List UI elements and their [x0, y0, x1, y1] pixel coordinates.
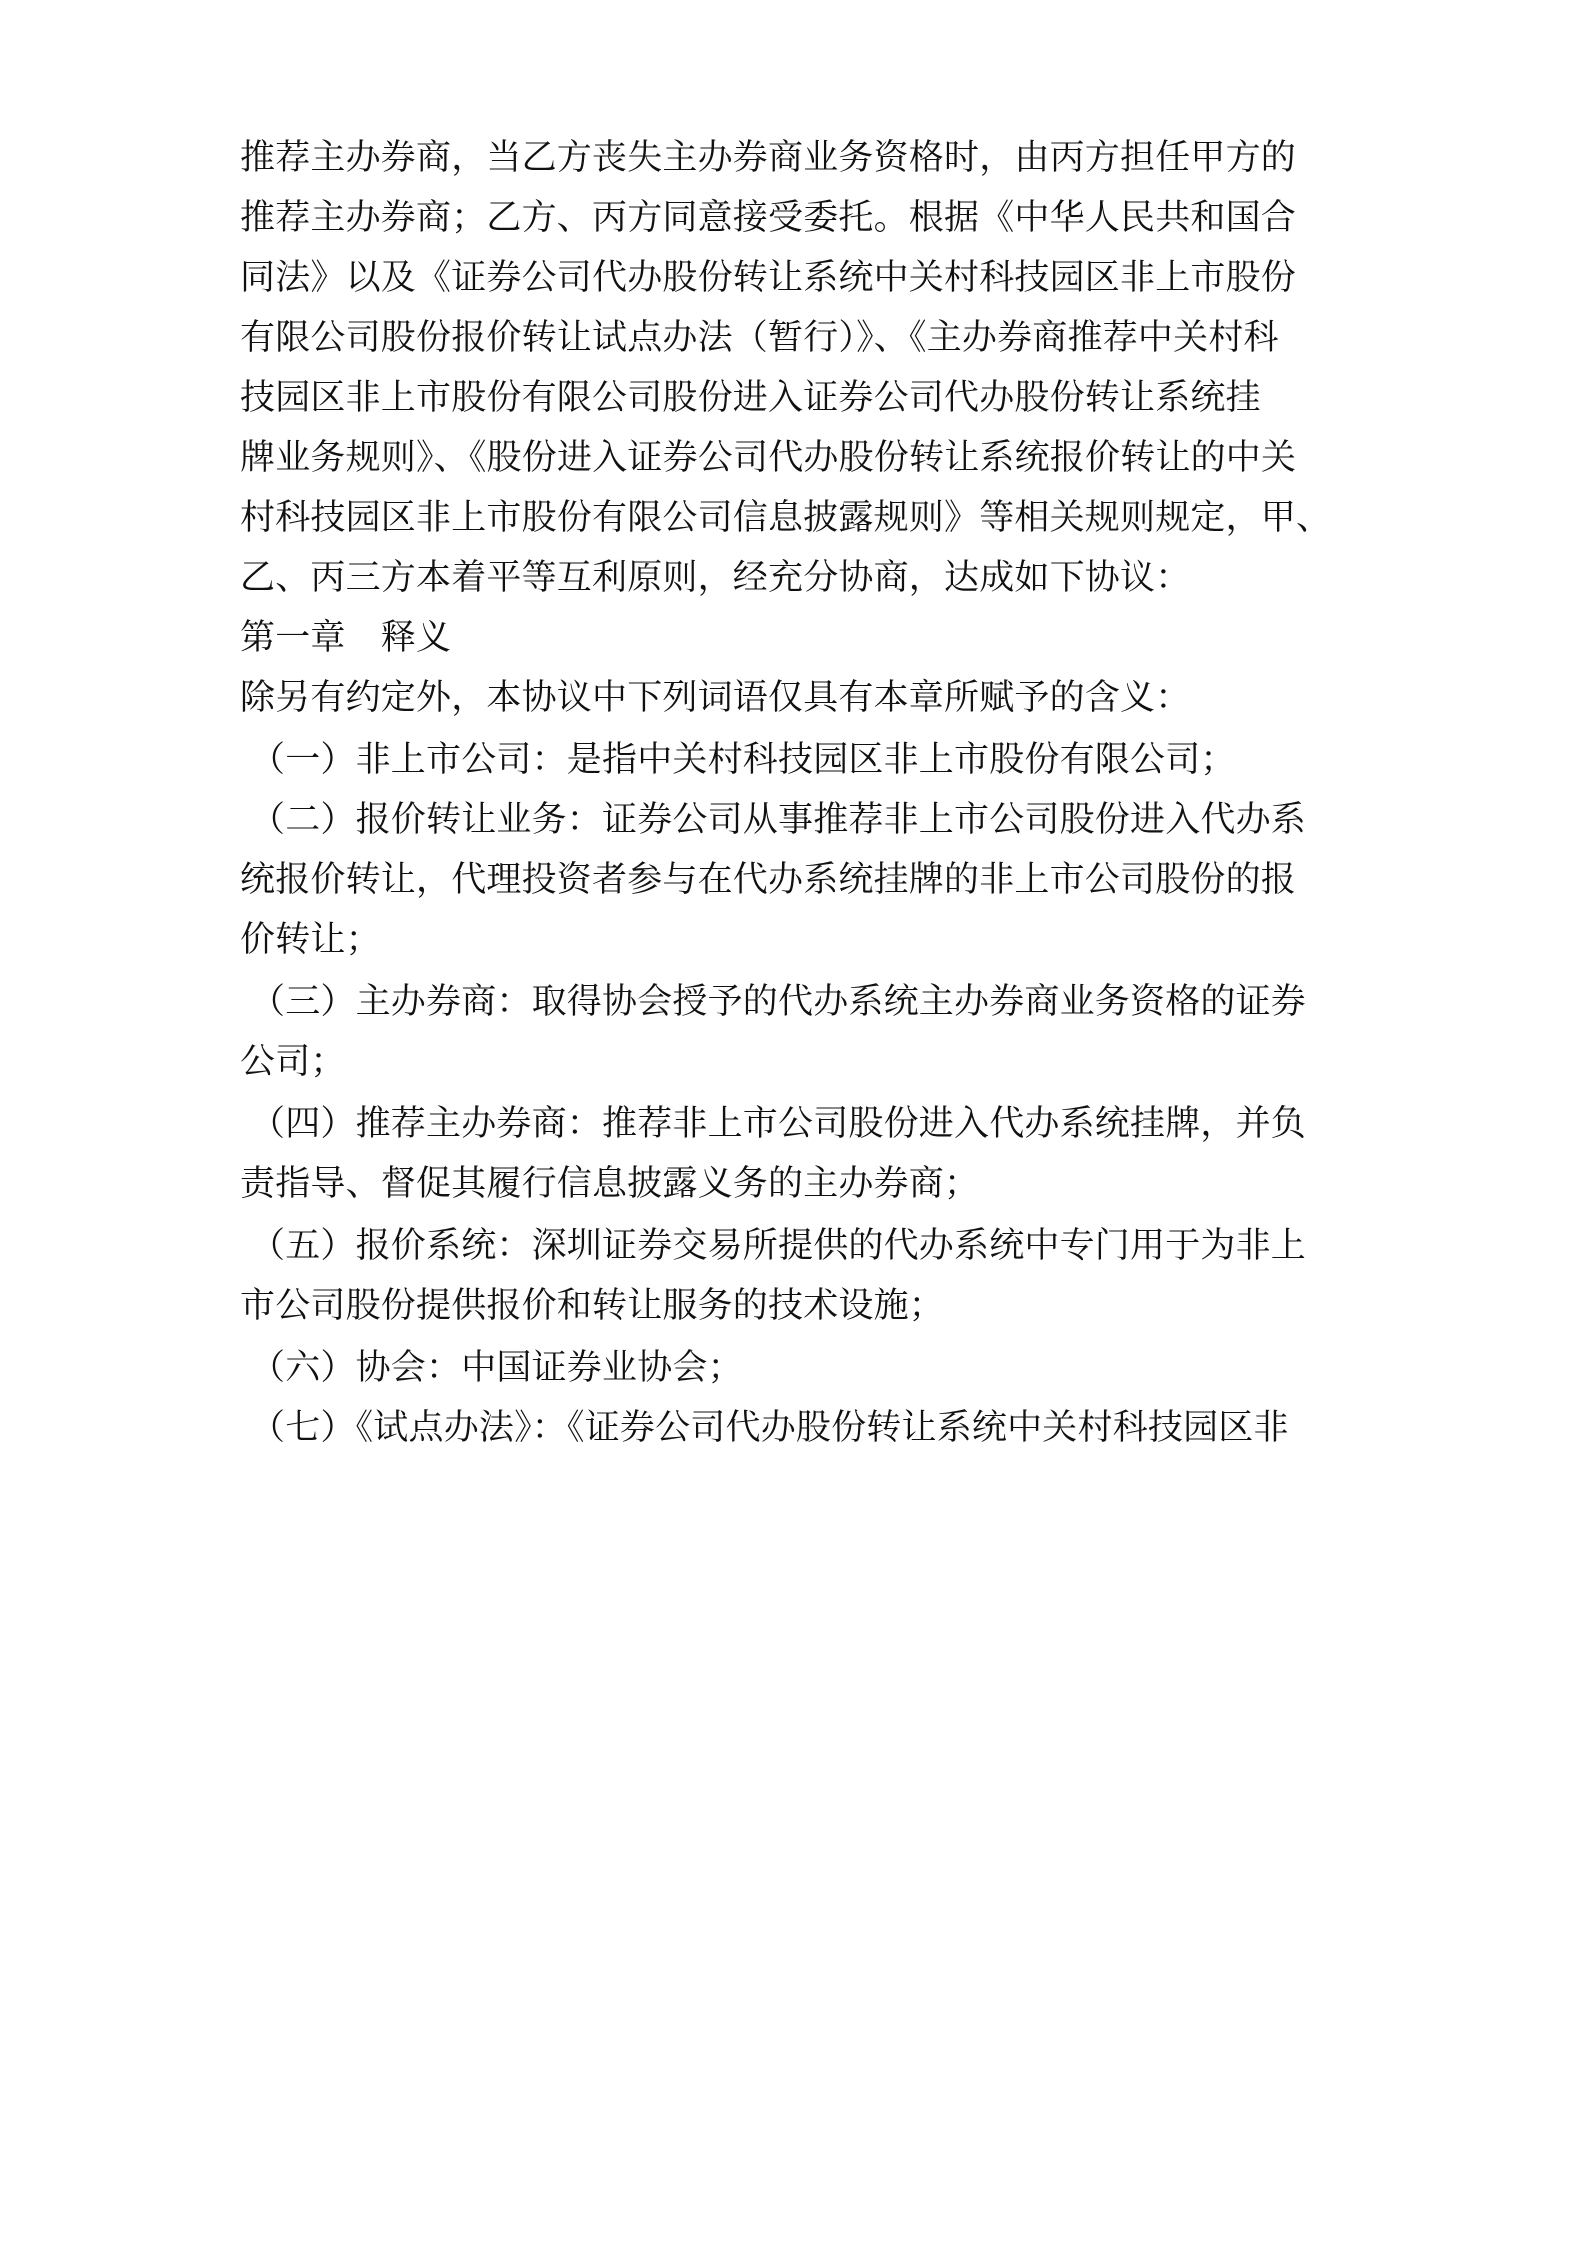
- paragraph-line: 推荐主办券商，当乙方丧失主办券商业务资格时，由丙方担任甲方的: [240, 138, 1297, 178]
- paragraph-line: 牌业务规则》、《股份进入证券公司代办股份转让系统报价转让的中关: [240, 438, 1297, 478]
- chapter-heading: 第一章 释义: [240, 618, 452, 658]
- paragraph-line: 除另有约定外，本协议中下列词语仅具有本章所赋予的含义：: [240, 678, 1191, 718]
- paragraph-line: 同法》以及《证券公司代办股份转让系统中关村科技园区非上市股份: [240, 258, 1297, 298]
- definition-item: （四）推荐主办券商：推荐非上市公司股份进入代办系统挂牌，并负: [250, 1104, 1307, 1144]
- definition-item: （七）《试点办法》：《证券公司代办股份转让系统中关村科技园区非: [250, 1408, 1289, 1448]
- paragraph-line: 市公司股份提供报价和转让服务的技术设施；: [240, 1286, 945, 1326]
- definition-item: （五）报价系统：深圳证券交易所提供的代办系统中专门用于为非上: [250, 1226, 1307, 1266]
- paragraph-line: 责指导、督促其履行信息披露义务的主办券商；: [240, 1164, 980, 1204]
- paragraph-line: 乙、丙三方本着平等互利原则，经充分协商，达成如下协议：: [240, 558, 1191, 598]
- paragraph-line: 村科技园区非上市股份有限公司信息披露规则》等相关规则规定，甲、: [240, 498, 1332, 538]
- paragraph-line: 统报价转让，代理投资者参与在代办系统挂牌的非上市公司股份的报: [240, 860, 1297, 900]
- definition-item: （一）非上市公司：是指中关村科技园区非上市股份有限公司；: [250, 740, 1236, 780]
- paragraph-line: 有限公司股份报价转让试点办法（暂行）》、《主办券商推荐中关村科: [240, 318, 1279, 358]
- definition-item: （三）主办券商：取得协会授予的代办系统主办券商业务资格的证券: [250, 982, 1307, 1022]
- definition-item: （二）报价转让业务：证券公司从事推荐非上市公司股份进入代办系: [250, 800, 1307, 840]
- paragraph-line: 推荐主办券商；乙方、丙方同意接受委托。根据《中华人民共和国合: [240, 198, 1297, 238]
- paragraph-line: 价转让；: [240, 920, 381, 960]
- paragraph-line: 技园区非上市股份有限公司股份进入证券公司代办股份转让系统挂: [240, 378, 1261, 418]
- paragraph-line: 公司；: [240, 1042, 346, 1082]
- definition-item: （六）协会：中国证券业协会；: [250, 1348, 743, 1388]
